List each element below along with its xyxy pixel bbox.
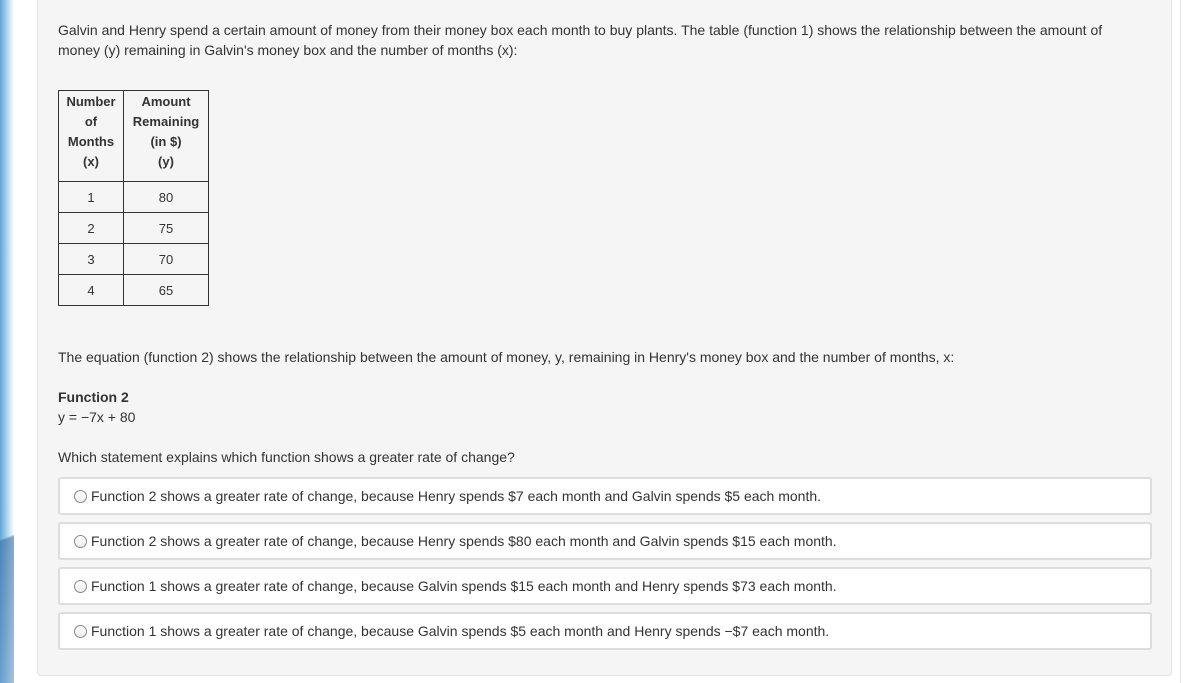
equation-intro: The equation (function 2) shows the relationship between the amount of money, y, remaining in Henry's money box and the number of months, x: xyxy=(58,349,955,365)
table-row xyxy=(59,275,209,306)
table-cell-months: 3 xyxy=(59,244,124,275)
table-header-row xyxy=(59,91,209,182)
answer-option-label: Function 2 shows a greater rate of change, because Henry spends $7 each month and Galvin spends $5 each month. xyxy=(91,488,822,504)
question-panel xyxy=(37,0,1172,676)
question-text: Which statement explains which function shows a greater rate of change? xyxy=(58,449,515,465)
radio-button[interactable] xyxy=(74,490,87,503)
left-edge-shadow xyxy=(0,440,14,683)
answer-option-1[interactable] xyxy=(58,477,1152,515)
function1-table xyxy=(58,90,209,306)
table-cell-amount: 65 xyxy=(124,275,209,306)
table-cell-months: 1 xyxy=(59,182,124,213)
radio-button[interactable] xyxy=(74,535,87,548)
left-window-edge xyxy=(0,0,14,683)
header-amount: Amount Remaining (in $) (y) xyxy=(124,91,209,182)
table-cell-amount: 80 xyxy=(124,182,209,213)
table-cell-amount: 70 xyxy=(124,244,209,275)
radio-button[interactable] xyxy=(74,625,87,638)
table-cell-amount: 75 xyxy=(124,213,209,244)
radio-button[interactable] xyxy=(74,580,87,593)
intro-text: Galvin and Henry spend a certain amount of money from their money box each month to buy plants. The table (function 1) shows the relationship between the amount of money (y) remaining in Galvin's money box and the number of months (x): xyxy=(58,22,1103,58)
table-cell-months: 4 xyxy=(59,275,124,306)
answer-option-2[interactable] xyxy=(58,522,1152,560)
function2-equation: y = −7x + 80 xyxy=(58,409,136,425)
header-months: Number of Months (x) xyxy=(59,91,124,182)
right-window-edge xyxy=(1180,0,1195,683)
table-cell-months: 2 xyxy=(59,213,124,244)
answer-option-label: Function 2 shows a greater rate of change, because Henry spends $80 each month and Galvin spends $15 each month. xyxy=(91,533,837,549)
answer-option-3[interactable] xyxy=(58,567,1152,605)
table-row xyxy=(59,244,209,275)
answer-option-label: Function 1 shows a greater rate of change, because Galvin spends $5 each month and Henry spends −$7 each month. xyxy=(91,623,830,639)
answer-option-4[interactable] xyxy=(58,612,1152,650)
answer-option-label: Function 1 shows a greater rate of change, because Galvin spends $15 each month and Henry spends $73 each month. xyxy=(91,578,837,594)
table-row xyxy=(59,213,209,244)
function2-label: Function 2 xyxy=(58,389,129,405)
table-row xyxy=(59,182,209,213)
